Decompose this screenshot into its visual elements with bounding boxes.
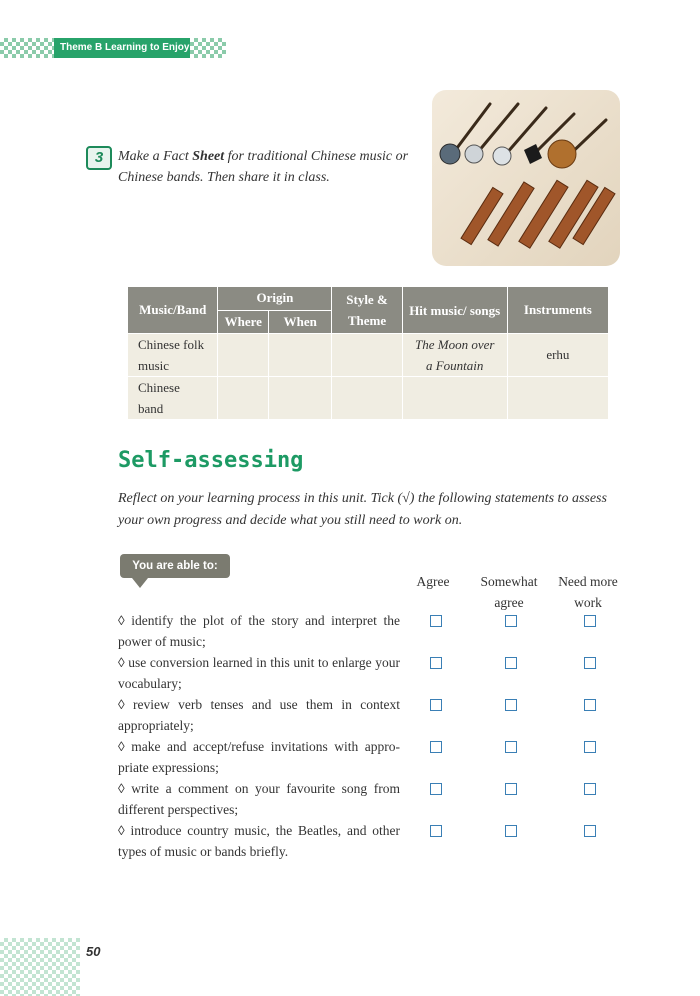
header-hit-music: Hit music/ songs bbox=[402, 287, 507, 334]
agree-checkbox-icon[interactable] bbox=[430, 699, 442, 711]
statement-item: ◊ introduce country music, the Beatles, and other types of music or bands briefly. bbox=[118, 823, 400, 859]
footer-pattern bbox=[0, 938, 80, 996]
section-title: Self-assessing bbox=[118, 448, 304, 473]
statement-item: ◊ use conversion learned in this unit to enlarge your vocabulary; bbox=[118, 655, 400, 691]
cell-when[interactable] bbox=[269, 334, 332, 377]
somewhat-agree-checkbox-icon[interactable] bbox=[505, 741, 517, 753]
statement-item: ◊ write a comment on your favourite song from different perspectives; bbox=[118, 781, 400, 817]
header-when: When bbox=[269, 310, 332, 334]
task-text-bold: Sheet bbox=[192, 149, 225, 164]
agree-checkbox-icon[interactable] bbox=[430, 825, 442, 837]
column-agree: Agree bbox=[416, 574, 450, 589]
task-number-badge: 3 bbox=[86, 146, 112, 170]
cell-music-band: Chinese folk music bbox=[128, 334, 218, 377]
need-more-work-checkbox-icon[interactable] bbox=[584, 615, 596, 627]
table-row bbox=[128, 334, 609, 377]
cell-style[interactable] bbox=[332, 334, 402, 377]
somewhat-agree-checkbox-icon[interactable] bbox=[505, 783, 517, 795]
need-more-work-checkbox-icon[interactable] bbox=[584, 783, 596, 795]
page-number: 50 bbox=[86, 944, 101, 959]
statement-item: ◊ review verb tenses and use them in context appropriately; bbox=[118, 697, 400, 733]
task-text-before: Make a Fact bbox=[118, 149, 193, 164]
instruments-illustration bbox=[432, 90, 620, 266]
somewhat-agree-checkbox-icon[interactable] bbox=[505, 615, 517, 627]
cell-style[interactable] bbox=[332, 377, 402, 420]
cell-instruments: erhu bbox=[507, 334, 608, 377]
somewhat-agree-checkbox-icon[interactable] bbox=[505, 825, 517, 837]
instruments-photo bbox=[432, 90, 620, 266]
statement-item: ◊ make and accept/refuse invitations with appro-priate expressions; bbox=[118, 739, 400, 775]
agree-checkbox-icon[interactable] bbox=[430, 741, 442, 753]
header-origin: Origin bbox=[218, 287, 332, 311]
need-more-work-checkbox-icon[interactable] bbox=[584, 825, 596, 837]
header-where: Where bbox=[218, 310, 269, 334]
header-instruments: Instruments bbox=[507, 287, 608, 334]
task-text-after: for traditional Chinese music or Chinese bands. Then share it in class. bbox=[118, 149, 409, 185]
statement-item: ◊ identify the plot of the story and interpret the power of music; bbox=[118, 613, 400, 649]
task-instruction bbox=[118, 146, 418, 188]
agree-checkbox-icon[interactable] bbox=[430, 657, 442, 669]
column-somewhat-agree: Somewhat agree bbox=[480, 574, 538, 610]
need-more-work-checkbox-icon[interactable] bbox=[584, 741, 596, 753]
cell-music-band: Chinese band bbox=[128, 377, 218, 420]
header-style-theme: Style & Theme bbox=[332, 287, 402, 334]
somewhat-agree-checkbox-icon[interactable] bbox=[505, 699, 517, 711]
header-music-band: Music/Band bbox=[128, 287, 218, 334]
cell-when[interactable] bbox=[269, 377, 332, 420]
somewhat-agree-checkbox-icon[interactable] bbox=[505, 657, 517, 669]
header-pattern-left bbox=[0, 38, 56, 58]
need-more-work-checkbox-icon[interactable] bbox=[584, 657, 596, 669]
section-intro: Reflect on your learning process in this unit. Tick (√) the following statements to assess your own progress and decide what you still need to work on. bbox=[118, 491, 607, 528]
header-pattern-right bbox=[190, 38, 226, 58]
able-to-pointer bbox=[132, 578, 148, 588]
agree-checkbox-icon[interactable] bbox=[430, 783, 442, 795]
able-to-label: You are able to: bbox=[120, 554, 230, 578]
cell-where[interactable] bbox=[218, 334, 269, 377]
need-more-work-checkbox-icon[interactable] bbox=[584, 699, 596, 711]
cell-where[interactable] bbox=[218, 377, 269, 420]
agree-checkbox-icon[interactable] bbox=[430, 615, 442, 627]
cell-hit-music[interactable] bbox=[402, 377, 507, 420]
theme-label: Theme B Learning to Enjoy bbox=[54, 38, 190, 58]
table-row bbox=[128, 377, 609, 420]
cell-instruments[interactable] bbox=[507, 377, 608, 420]
cell-hit-music: The Moon over a Fountain bbox=[402, 334, 507, 377]
fact-sheet-table bbox=[127, 286, 609, 420]
column-need-more-work: Need more work bbox=[558, 574, 618, 610]
